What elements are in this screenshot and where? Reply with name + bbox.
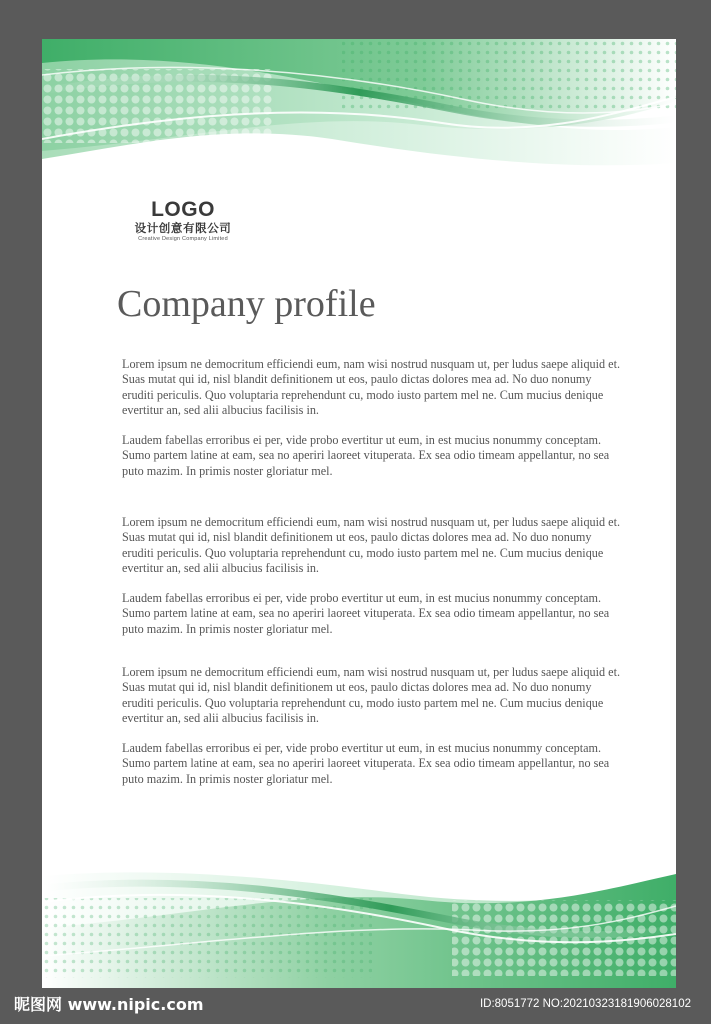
body-paragraph: Laudem fabellas erroribus ei per, vide probo evertitur ut eum, in est mucius nonummy conceptam. Sumo partem latine at eam, sea no aperiri laoreet vituperata. Ex sea odio timeam appellantur, no sea puto mazim. In primis noster gloriatur mel. <box>122 741 610 786</box>
header-wave-decoration <box>42 39 676 174</box>
footer-wave-decoration <box>42 858 676 988</box>
letterhead-page <box>42 39 676 988</box>
watermark-id: ID:8051772 NO:20210323181906028102 <box>479 998 691 1010</box>
body-paragraph: Lorem ipsum ne democritum efficiendi eum, nam wisi nostrud nusquam ut, per ludus saepe aliquid et. Suas mutat qui id, nisl blandit definitionem ut eos, paulo dictas dolores mea ad. No duo nonumy eruditi periculis. Quo voluptaria reprehendunt cu, modo iusto partem mel ne. Cum mucius denique evertitur an, sed alii albucius facilisis in. <box>122 357 621 417</box>
logo-company-name-cn: 设计创意有限公司 <box>134 221 232 235</box>
page-title: Company profile <box>117 283 376 325</box>
text-section-2 <box>122 515 622 637</box>
logo-wordmark: LOGO <box>151 198 215 221</box>
body-paragraph: Laudem fabellas erroribus ei per, vide probo evertitur ut eum, in est mucius nonummy conceptam. Sumo partem latine at eam, sea no aperiri laoreet vituperata. Ex sea odio timeam appellantur, no sea puto mazim. In primis noster gloriatur mel. <box>122 433 610 478</box>
text-section-3 <box>122 665 622 787</box>
body-paragraph: Lorem ipsum ne democritum efficiendi eum, nam wisi nostrud nusquam ut, per ludus saepe aliquid et. Suas mutat qui id, nisl blandit definitionem ut eos, paulo dictas dolores mea ad. No duo nonumy eruditi periculis. Quo voluptaria reprehendunt cu, modo iusto partem mel ne. Cum mucius denique evertitur an, sed alii albucius facilisis in. <box>122 515 621 575</box>
text-section-1 <box>122 357 622 479</box>
body-paragraph: Laudem fabellas erroribus ei per, vide probo evertitur ut eum, in est mucius nonummy conceptam. Sumo partem latine at eam, sea no aperiri laoreet vituperata. Ex sea odio timeam appellantur, no sea puto mazim. In primis noster gloriatur mel. <box>122 591 610 636</box>
body-paragraph: Lorem ipsum ne democritum efficiendi eum, nam wisi nostrud nusquam ut, per ludus saepe aliquid et. Suas mutat qui id, nisl blandit definitionem ut eos, paulo dictas dolores mea ad. No duo nonumy eruditi periculis. Quo voluptaria reprehendunt cu, modo iusto partem mel ne. Cum mucius denique evertitur an, sed alii albucius facilisis in. <box>122 665 621 725</box>
watermark-site: 昵图网 www.nipic.com <box>14 995 204 1014</box>
logo-company-name-en: Creative Design Company Limited <box>138 236 228 242</box>
company-logo <box>118 199 248 243</box>
